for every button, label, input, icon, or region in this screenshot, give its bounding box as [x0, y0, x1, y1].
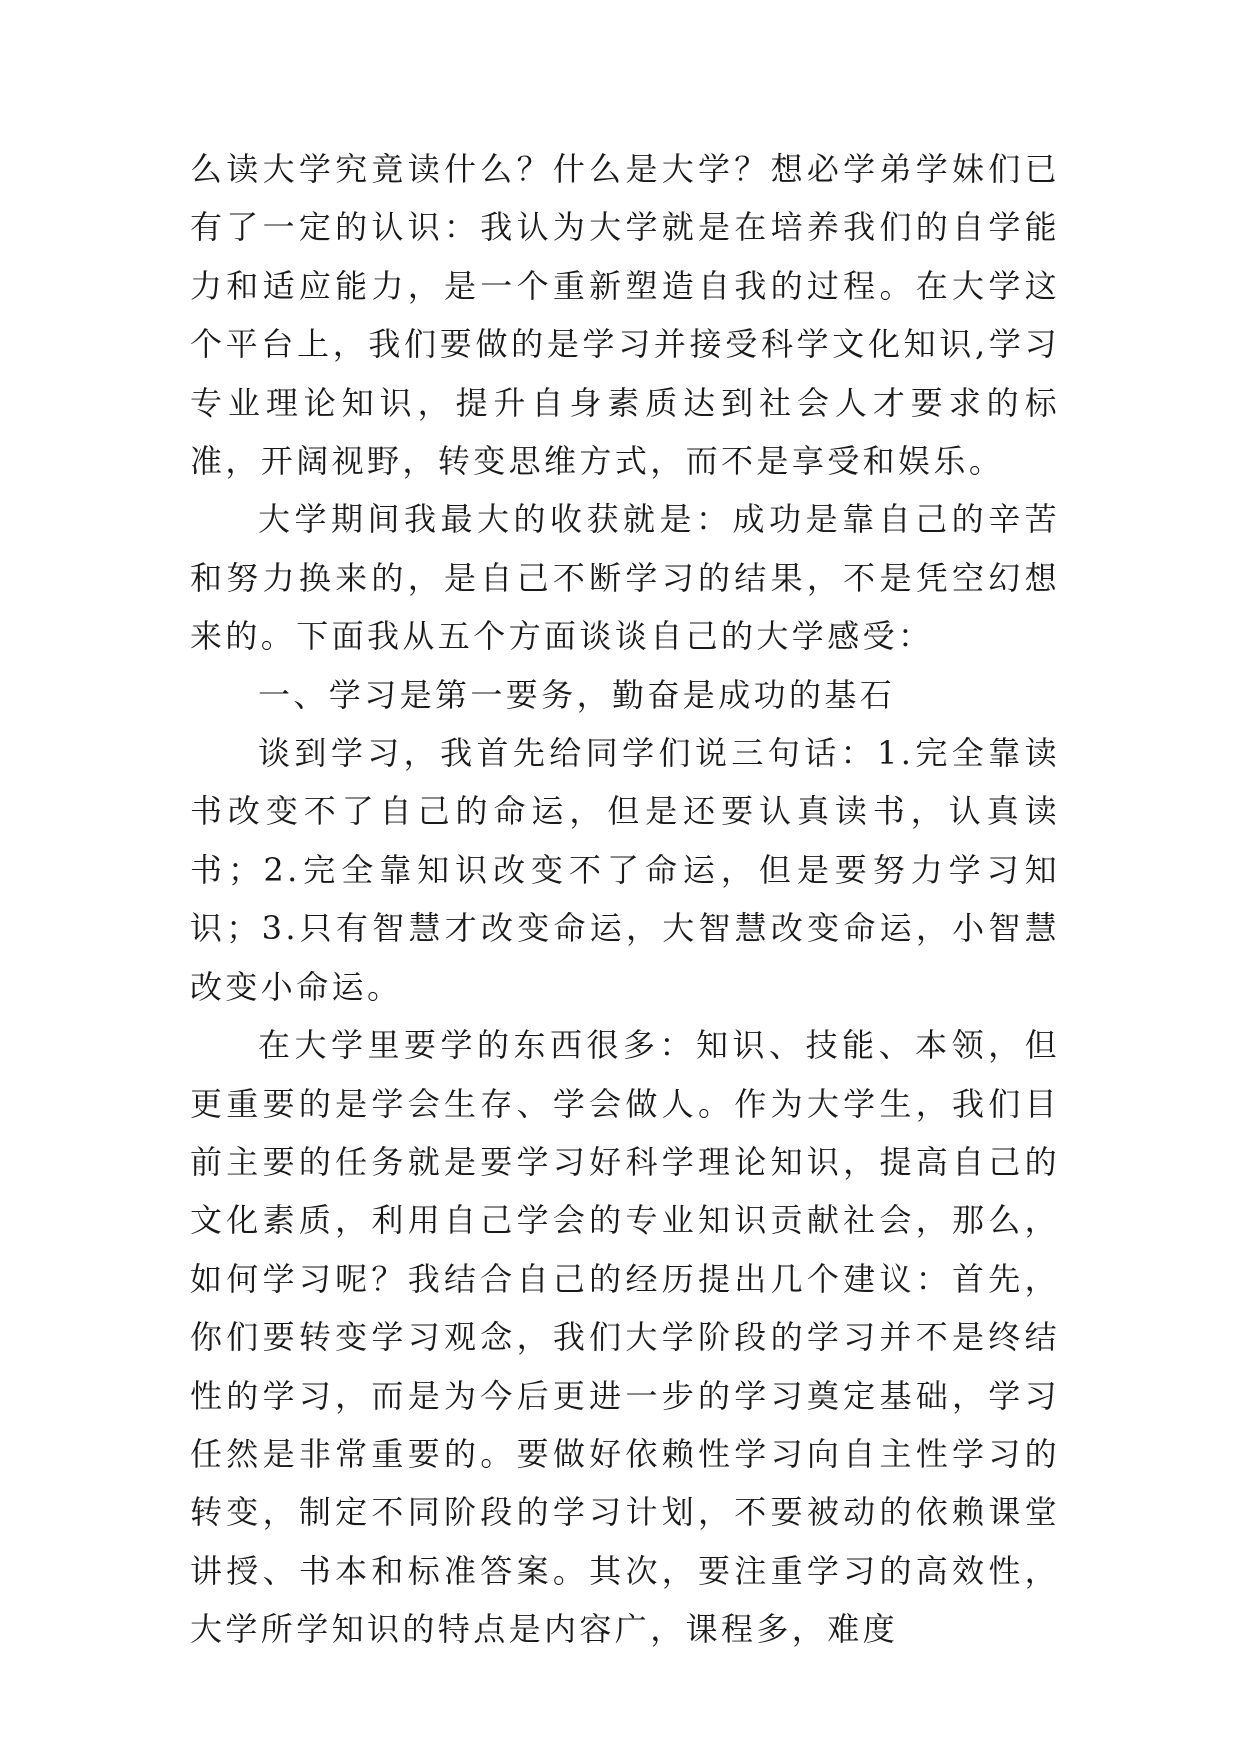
paragraph-three-sentences — [190, 724, 1060, 1016]
text-line: 用自己学会的专业知识贡献社会，那么，如何学习呢？我结 — [190, 1201, 1061, 1298]
text-line: 提升自身素质达到社会人才要求的标准，开阔视野，转变思 — [190, 383, 1060, 481]
text-line: 大学期间我最大的收获就是：成功是靠自己的辛苦和努 — [190, 500, 1060, 597]
text-line: 了一定的认识：我认为大学就是在培养我们的自学能力和适 — [190, 208, 1061, 305]
text-line: 谈到学习，我首先给同学们说三句话：1.完全靠读书改 — [190, 734, 1060, 831]
text-line: 面我从五个方面谈谈自己的大学感受： — [331, 617, 934, 656]
text-line: 习的高效性，大学所学知识的特点是内容广，课程多，难度 — [190, 1551, 1061, 1649]
text-line: 我们大学阶段的学习并不是终结性的学习，而是为今后更进 — [190, 1318, 1060, 1415]
text-line: 合自己的经历提出几个建议：首先，你们要转变学习观念， — [190, 1259, 1060, 1357]
text-line: 在大学里要学的东西很多：知识、技能、本领，但更重 — [190, 1026, 1060, 1123]
paragraph-study-advice — [190, 1016, 1060, 1658]
document-page — [190, 140, 1060, 1659]
text-line: 要被动的依赖课堂讲授、书本和标准答案。其次，要注重学 — [190, 1493, 1061, 1590]
text-line: 力换来的，是自己不断学习的结果，不是凭空幻想来的。下 — [190, 558, 1060, 656]
text-line: 我们要做的是学习并接受科学文化知识,学习专业理论知识， — [190, 325, 1060, 422]
section-heading — [190, 666, 1060, 724]
text-line: 变不了自己的命运，但是还要认真读书，认真读书；2.完全 — [190, 792, 1060, 889]
text-line: 要的是学会生存、学会做人。作为大学生，我们目前主要的 — [190, 1084, 1060, 1181]
text-line: 么读大学究竟读什么？什么是大学？想必学弟学妹们已有 — [190, 150, 1060, 247]
text-line: 靠知识改变不了命运，但是要努力学习知识；3.只有智慧才 — [190, 850, 1061, 948]
text-line: 任务就是要学习好科学理论知识，提高自己的文化素质，利 — [190, 1142, 1060, 1240]
text-line: 维方式，而不是享受和娱乐。 — [544, 442, 1005, 481]
text-line: 应能力，是一个重新塑造自我的过程。在大学这个平台上， — [190, 266, 1061, 364]
text-line: 一步的学习奠定基础，学习任然是非常重要的。要做好依赖 — [190, 1376, 1060, 1473]
paragraph-intro — [190, 140, 1060, 490]
paragraph-gains — [190, 490, 1060, 665]
text-line: 改变命运，大智慧改变命运，小智慧改变小命运。 — [190, 909, 1060, 1006]
text-line: 性学习向自主性学习的转变，制定不同阶段的学习计划，不 — [190, 1434, 1060, 1532]
text-line: 一、学习是第一要务，勤奋是成功的基石 — [258, 675, 896, 714]
